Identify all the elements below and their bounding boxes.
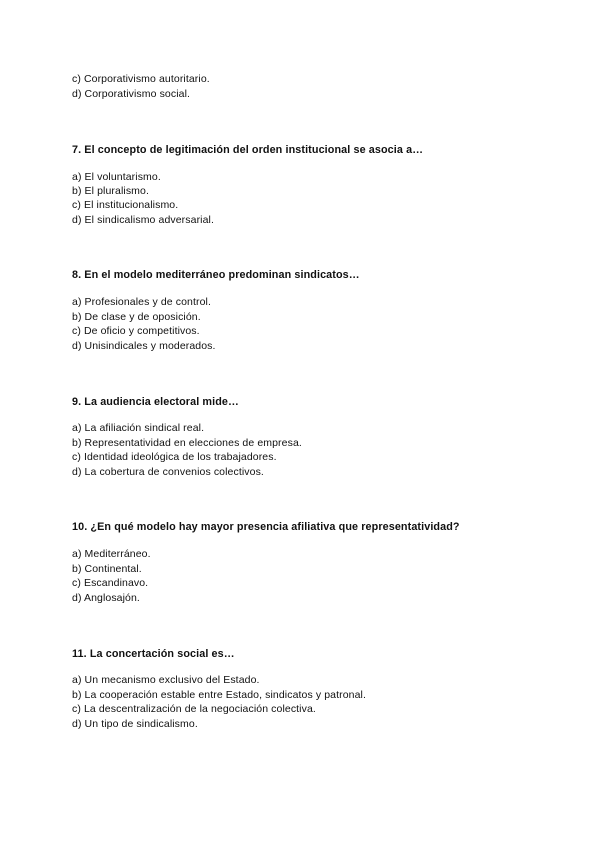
question-7-option-a: a) El voluntarismo. [72,171,161,183]
question-9-title: 9. La audiencia electoral mide… [72,396,239,408]
question-10-option-c: c) Escandinavo. [72,577,149,589]
question-10-option-d: d) Anglosajón. [72,592,140,604]
question-9-option-c: c) Identidad ideológica de los trabajadores. [72,451,277,463]
question-8-option-d: d) Unisindicales y moderados. [72,340,216,352]
question-8-title: 8. En el modelo mediterráneo predominan sindicatos… [72,269,360,281]
question-10-option-b: b) Continental. [72,563,142,575]
question-7-option-c: c) El institucionalismo. [72,199,179,211]
question-8-option-a: a) Profesionales y de control. [72,296,211,308]
question-7-title: 7. El concepto de legitimación del orden institucional se asocia a… [72,144,424,156]
question-8-option-c: c) De oficio y competitivos. [72,325,200,337]
question-11-option-b: b) La cooperación estable entre Estado, sindicatos y patronal. [72,689,366,701]
question-9-option-b: b) Representatividad en elecciones de empresa. [72,437,302,449]
question-11-option-a: a) Un mecanismo exclusivo del Estado. [72,674,260,686]
question-10-title: 10. ¿En qué modelo hay mayor presencia afiliativa que representatividad? [72,521,460,533]
question-7-option-d: d) El sindicalismo adversarial. [72,214,214,226]
question-9-option-d: d) La cobertura de convenios colectivos. [72,466,264,478]
option-text: c) Corporativismo autoritario. [72,73,210,85]
option-text: d) Corporativismo social. [72,88,191,100]
question-11-title: 11. La concertación social es… [72,648,235,660]
question-7-option-b: b) El pluralismo. [72,185,149,197]
question-8-option-b: b) De clase y de oposición. [72,311,201,323]
question-10-option-a: a) Mediterráneo. [72,548,151,560]
question-11-option-c: c) La descentralización de la negociación colectiva. [72,703,316,715]
question-9-option-a: a) La afiliación sindical real. [72,422,205,434]
question-11-option-d: d) Un tipo de sindicalismo. [72,718,198,730]
